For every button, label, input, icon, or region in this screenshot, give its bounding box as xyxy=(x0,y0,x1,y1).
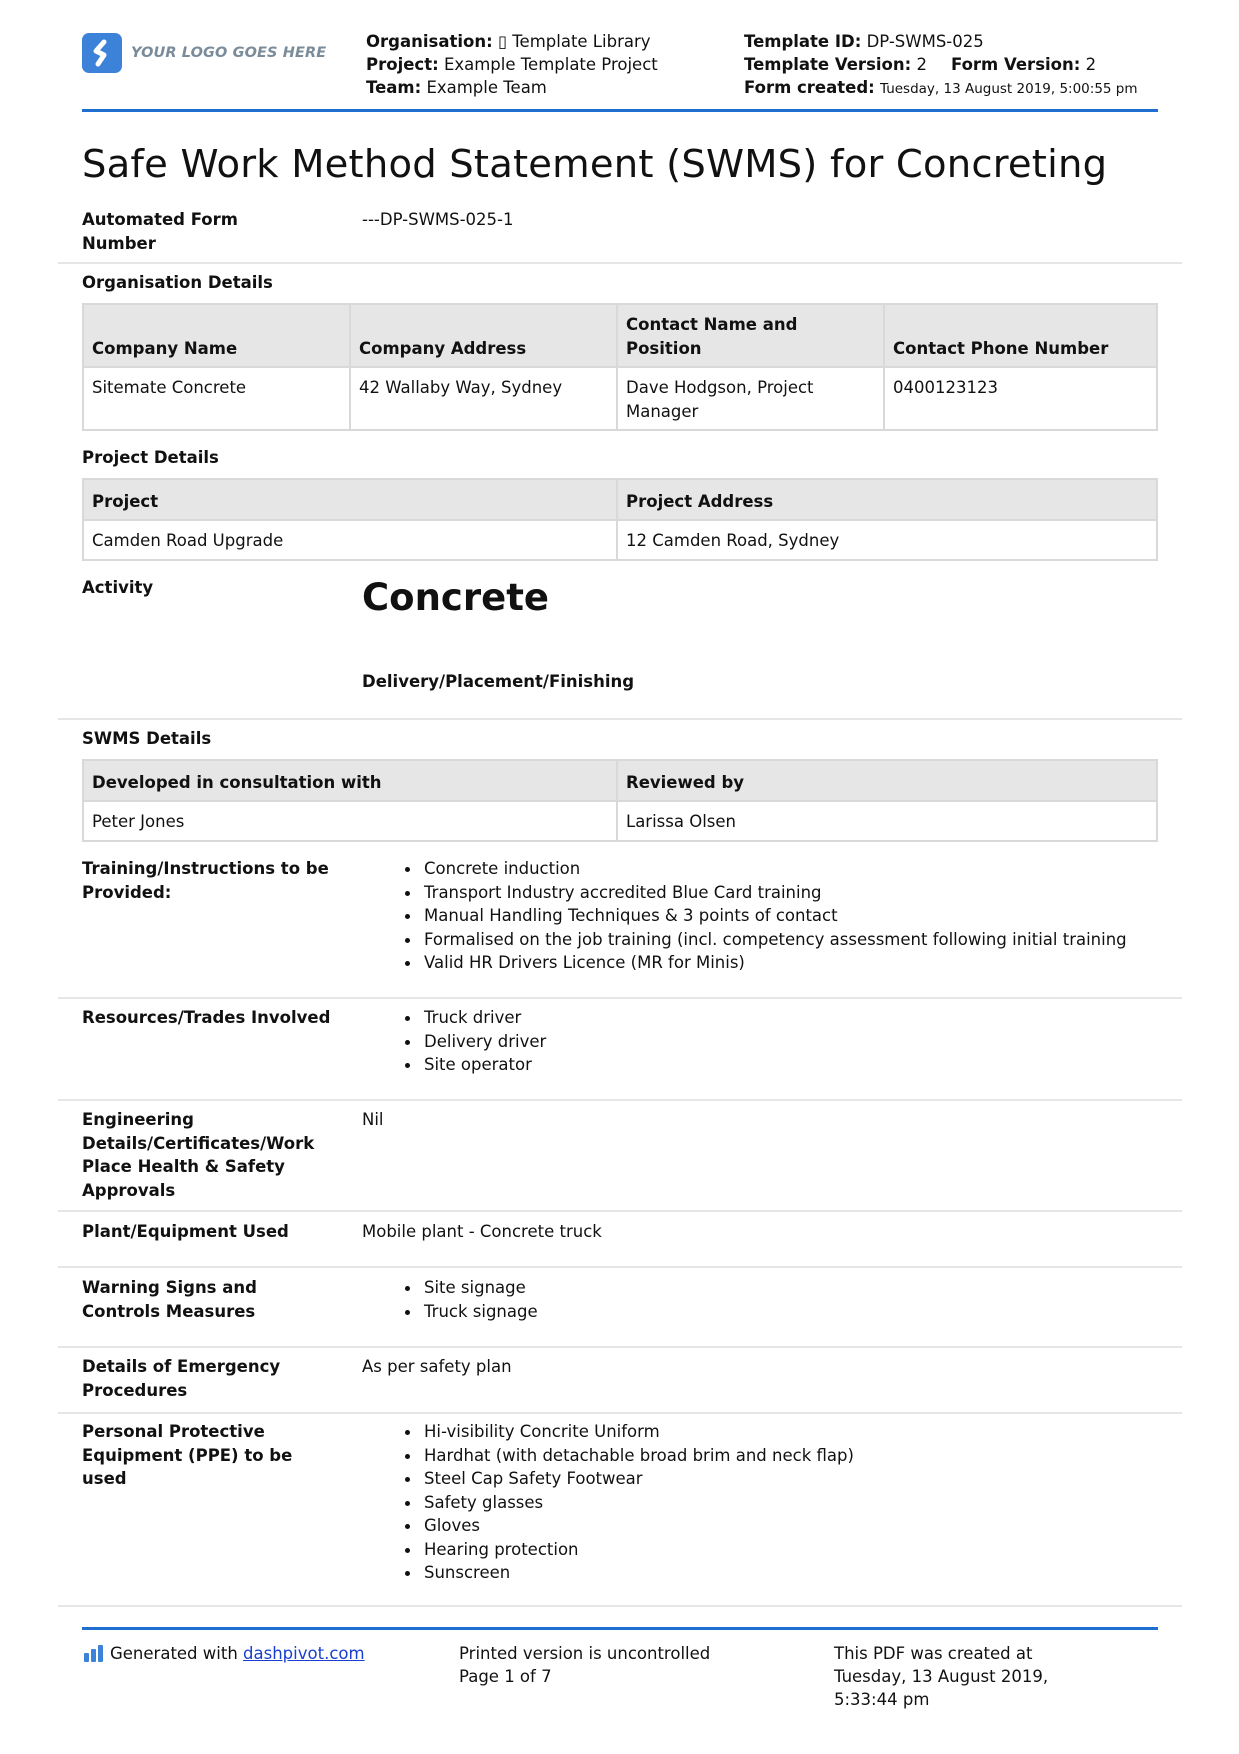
footer-divider xyxy=(82,1627,1158,1630)
table-header-row xyxy=(83,760,1157,801)
list-item: Site operator xyxy=(424,1053,1152,1077)
swms-details-heading: SWMS Details xyxy=(82,729,212,748)
activity-title: Concrete xyxy=(362,576,549,619)
training-row xyxy=(82,857,1158,987)
emergency-row xyxy=(82,1355,1158,1415)
form-number-value: ---DP-SWMS-025-1 xyxy=(362,210,514,229)
company-address: 42 Wallaby Way, Sydney xyxy=(350,367,617,430)
logo-icon xyxy=(82,33,122,73)
divider xyxy=(58,1210,1182,1212)
project-details-table xyxy=(82,478,1158,561)
warning-signs-list xyxy=(362,1276,1152,1323)
project-name: Camden Road Upgrade xyxy=(83,520,617,560)
divider xyxy=(58,1412,1182,1414)
activity-label: Activity xyxy=(82,578,154,597)
list-item: Sunscreen xyxy=(424,1561,1152,1585)
column-header: Project Address xyxy=(617,479,1157,520)
divider xyxy=(58,1605,1182,1607)
form-version-label: Form Version: xyxy=(950,55,1081,74)
template-version-value: 2 xyxy=(916,55,927,74)
list-item: Site signage xyxy=(424,1276,1152,1300)
ppe-value xyxy=(362,1420,1152,1585)
page-header xyxy=(82,30,1158,110)
divider xyxy=(58,262,1182,264)
form-number-row xyxy=(82,208,1158,258)
divider xyxy=(58,1099,1182,1101)
dashpivot-link[interactable]: dashpivot.com xyxy=(243,1644,365,1663)
list-item: Delivery driver xyxy=(424,1030,1152,1054)
list-item: Valid HR Drivers Licence (MR for Minis) xyxy=(424,951,1152,975)
training-list xyxy=(362,857,1152,975)
emergency-value: As per safety plan xyxy=(362,1357,512,1376)
logo-text: YOUR LOGO GOES HERE xyxy=(131,45,327,61)
dashpivot-icon xyxy=(84,1645,103,1662)
uncontrolled-notice: Printed version is uncontrolled xyxy=(459,1644,711,1663)
engineering-label: Engineering Details/Certificates/Work Place Health & Safety Approvals xyxy=(82,1110,315,1200)
organisation-label: Organisation: xyxy=(366,32,493,51)
table-row xyxy=(83,520,1157,560)
list-item: Truck signage xyxy=(424,1300,1152,1324)
column-header: Project xyxy=(83,479,617,520)
table-header-row xyxy=(83,479,1157,520)
company-name: Sitemate Concrete xyxy=(83,367,350,430)
project-label: Project: xyxy=(366,55,439,74)
generated-prefix: Generated with xyxy=(110,1644,238,1663)
page-title: Safe Work Method Statement (SWMS) for Concreting xyxy=(82,142,1108,187)
form-created-value: Tuesday, 13 August 2019, 5:00:55 pm xyxy=(880,81,1138,97)
column-header: Contact Name and Position xyxy=(617,304,884,367)
list-item: Hi-visibility Concrite Uniform xyxy=(424,1420,1152,1444)
column-header: Developed in consultation with xyxy=(83,760,617,801)
warning-signs-row xyxy=(82,1276,1158,1336)
table-header-row xyxy=(83,304,1157,367)
organisation-details-heading: Organisation Details xyxy=(82,273,273,292)
resources-value xyxy=(362,1006,1152,1077)
contact-phone: 0400123123 xyxy=(884,367,1157,430)
divider xyxy=(58,718,1182,720)
template-id-value: DP-SWMS-025 xyxy=(866,32,984,51)
list-item: Transport Industry accredited Blue Card training xyxy=(424,881,1152,905)
list-item: Formalised on the job training (incl. competency assessment following initial training xyxy=(424,928,1152,952)
ppe-row xyxy=(82,1420,1158,1600)
engineering-value: Nil xyxy=(362,1110,384,1129)
column-header: Company Name xyxy=(83,304,350,367)
training-value xyxy=(362,857,1152,975)
activity-row xyxy=(82,576,1158,706)
list-item: Gloves xyxy=(424,1514,1152,1538)
plant-row xyxy=(82,1220,1158,1250)
warning-signs-value xyxy=(362,1276,1152,1323)
activity-subtitle: Delivery/Placement/Finishing xyxy=(362,672,635,691)
engineering-row xyxy=(82,1108,1158,1208)
column-header: Reviewed by xyxy=(617,760,1157,801)
consultation-name: Peter Jones xyxy=(83,801,617,841)
emergency-label: Details of Emergency Procedures xyxy=(82,1357,281,1400)
resources-list xyxy=(362,1006,1152,1077)
divider xyxy=(58,1346,1182,1348)
form-created-label: Form created: xyxy=(744,78,875,97)
template-id-label: Template ID: xyxy=(744,32,862,51)
list-item: Steel Cap Safety Footwear xyxy=(424,1467,1152,1491)
resources-row xyxy=(82,1006,1158,1096)
footer-print-info xyxy=(459,1642,710,1688)
list-item: Hardhat (with detachable broad brim and neck flap) xyxy=(424,1444,1152,1468)
page-number: Page 1 of 7 xyxy=(459,1667,552,1686)
training-label: Training/Instructions to be Provided: xyxy=(82,859,329,902)
column-header: Contact Phone Number xyxy=(884,304,1157,367)
warning-signs-label: Warning Signs and Controls Measures xyxy=(82,1278,257,1321)
organisation-value: ▯ Template Library xyxy=(497,32,651,51)
logo xyxy=(82,33,326,73)
column-header: Company Address xyxy=(350,304,617,367)
contact-name: Dave Hodgson, Project Manager xyxy=(617,367,884,430)
header-org-info xyxy=(366,30,658,99)
form-version-value: 2 xyxy=(1085,55,1097,74)
project-details-heading: Project Details xyxy=(82,448,219,467)
template-version-label: Template Version: xyxy=(744,55,912,74)
divider xyxy=(58,1266,1182,1268)
ppe-label: Personal Protective Equipment (PPE) to be used xyxy=(82,1422,293,1488)
pdf-created-info: This PDF was created at Tuesday, 13 August 2019, 5:33:44 pm xyxy=(834,1644,1049,1709)
header-template-info xyxy=(744,30,1138,101)
header-divider xyxy=(82,109,1158,112)
list-item: Truck driver xyxy=(424,1006,1152,1030)
list-item: Hearing protection xyxy=(424,1538,1152,1562)
table-row xyxy=(83,367,1157,430)
form-number-label: Automated Form Number xyxy=(82,210,238,253)
team-label: Team: xyxy=(366,78,422,97)
list-item: Safety glasses xyxy=(424,1491,1152,1515)
resources-label: Resources/Trades Involved xyxy=(82,1008,331,1027)
plant-label: Plant/Equipment Used xyxy=(82,1222,289,1241)
divider xyxy=(58,997,1182,999)
footer-generated xyxy=(84,1642,365,1665)
list-item: Manual Handling Techniques & 3 points of contact xyxy=(424,904,1152,928)
project-value: Example Template Project xyxy=(443,55,658,74)
team-value: Example Team xyxy=(426,78,547,97)
plant-value: Mobile plant - Concrete truck xyxy=(362,1222,602,1241)
list-item: Concrete induction xyxy=(424,857,1152,881)
project-address: 12 Camden Road, Sydney xyxy=(617,520,1157,560)
swms-details-table xyxy=(82,759,1158,842)
reviewer-name: Larissa Olsen xyxy=(617,801,1157,841)
ppe-list xyxy=(362,1420,1152,1585)
organisation-details-table xyxy=(82,303,1158,431)
table-row xyxy=(83,801,1157,841)
